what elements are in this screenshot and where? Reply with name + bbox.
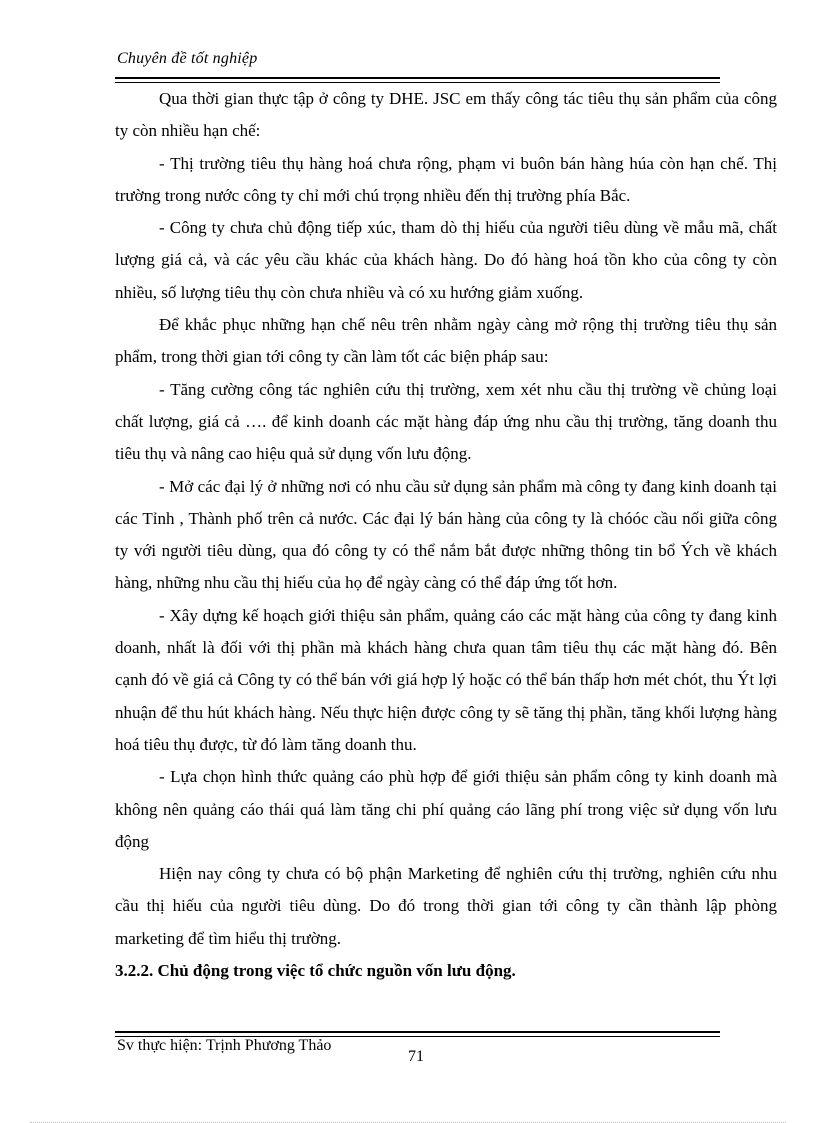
bullet-paragraph: - Công ty chưa chủ động tiếp xúc, tham dò thị hiếu của người tiêu dùng về mẫu mã, chất lượng giá cả, và các yêu cầu khác của khách hàng. Do đó hàng hoá tồn kho của công ty còn nhiều, số lượng tiêu thụ còn chưa nhiều và có xu hướng giảm xuống. [115, 218, 777, 302]
bullet-paragraph: - Mở các đại lý ở những nơi có nhu cầu sử dụng sản phẩm mà công ty đang kinh doanh tại các Tỉnh , Thành phố trên cả nước. Các đại lý bán hàng của công ty là chóóc cầu nối giữa công ty với người tiêu dùng, qua đó công ty có thể nắm bắt được những thông tin bổ Ých về khách hàng, những nhu cầu thị hiếu của họ để ngày càng có thể đáp ứng tốt hơn. [115, 476, 777, 593]
header-title: Chuyên đề tốt nghiệp [117, 50, 258, 67]
section-heading: 3.2.2. Chủ động trong việc tổ chức nguồn vốn lưu động. [115, 961, 516, 981]
bullet-paragraph: - Thị trường tiêu thụ hàng hoá chưa rộng, phạm vi buôn bán hàng húa còn hạn chế. Thị trường trong nước công ty chỉ mới chú trọng nhiều đến thị trường phía Bắc. [115, 153, 777, 205]
paragraph: Qua thời gian thực tập ở công ty DHE. JSC em thấy công tác tiêu thụ sản phẩm của công ty còn nhiều hạn chế: [115, 89, 777, 141]
document-body [115, 83, 777, 987]
page-number: 71 [408, 1048, 424, 1065]
bullet-paragraph: - Xây dựng kế hoạch giới thiệu sản phẩm, quảng cáo các mặt hàng của công ty đang kinh doanh, nhất là đối với thị phần mà khách hàng chưa quan tâm tiêu thụ các mặt hàng đó. Bên cạnh đó về giá cả Công ty có thể bán với giá hợp lý hoặc có thể bán thấp hơn mét chót, thu Ýt lợi nhuận để thu hút khách hàng. Nếu thực hiện được công ty sẽ tăng thị phần, tăng khối lượng hàng hoá tiêu thụ được, từ đó làm tăng doanh thu. [115, 605, 777, 754]
paragraph: Hiện nay công ty chưa có bộ phận Marketing để nghiên cứu thị trường, nghiên cứu nhu cầu thị hiếu của người tiêu dùng. Do đó trong thời gian tới công ty cần thành lập phòng marketing để tìm hiểu thị trường. [115, 864, 777, 948]
bullet-paragraph: - Lựa chọn hình thức quảng cáo phù hợp để giới thiệu sản phẩm công ty kinh doanh mà không nên quảng cáo thái quá làm tăng chi phí quảng cáo lãng phí trong việc sử dụng vốn lưu động [115, 767, 777, 851]
bullet-paragraph: - Tăng cường công tác nghiên cứu thị trường, xem xét nhu cầu thị trường về chủng loại chất lượng, giá cả …. để kinh doanh các mặt hàng đáp ứng nhu cầu thị trường, tăng doanh thu tiêu thụ và nâng cao hiệu quả sử dụng vốn lưu động. [115, 379, 777, 464]
paragraph: Để khắc phục những hạn chế nêu trên nhằm ngày càng mở rộng thị trường tiêu thụ sản phẩm, trong thời gian tới công ty cần làm tốt các biện pháp sau: [115, 315, 777, 367]
footer-author: Sv thực hiện: Trịnh Phương Thảo [117, 1037, 332, 1054]
